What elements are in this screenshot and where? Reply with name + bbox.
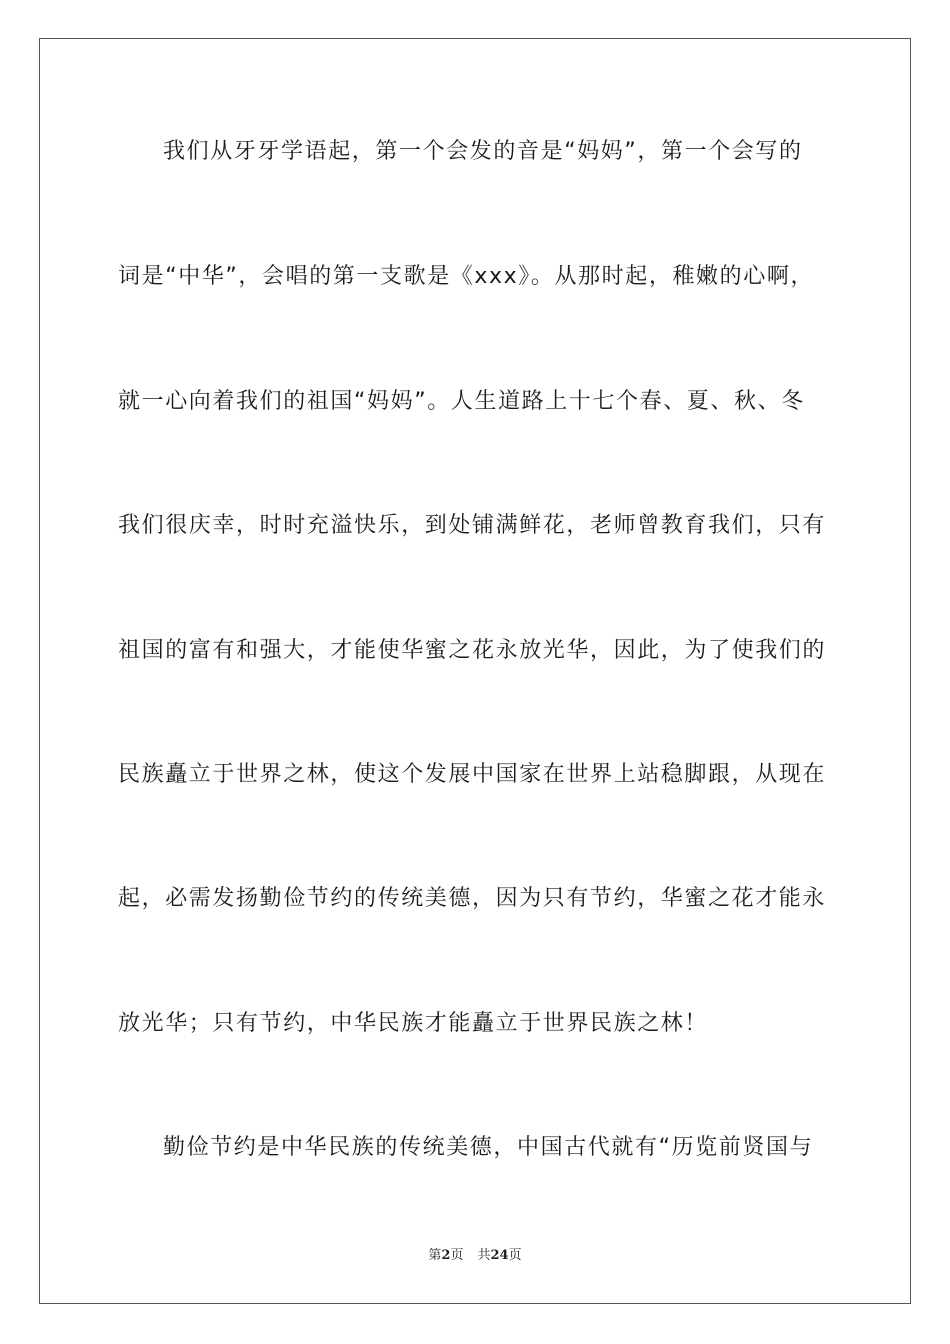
text-line-9: 勤俭节约是中华民族的传统美德，中国古代就有“历览前贤国与 — [163, 1135, 814, 1160]
text-line-4: 我们很庆幸，时时充溢快乐，到处铺满鲜花，老师曾教育我们，只有 — [118, 513, 827, 538]
page-number: 2 — [441, 1248, 451, 1263]
total-suffix: 页 — [508, 1248, 522, 1263]
text-line-1: 我们从牙牙学语起，第一个会发的音是“妈妈”，第一个会写的 — [163, 139, 803, 164]
page-prefix: 第 — [428, 1248, 442, 1263]
text-line-2: 词是“中华”，会唱的第一支歌是《xxx》。从那时起，稚嫩的心啊， — [118, 264, 815, 289]
text-line-7: 起，必需发扬勤俭节约的传统美德，因为只有节约，华蜜之花才能永 — [118, 886, 827, 911]
text-line-8: 放光华；只有节约，中华民族才能矗立于世界民族之林！ — [118, 1011, 709, 1036]
text-line-6: 民族矗立于世界之林，使这个发展中国家在世界上站稳脚跟，从现在 — [118, 762, 827, 787]
total-pages: 24 — [490, 1248, 509, 1263]
page-footer — [0, 1247, 950, 1265]
text-line-3: 就一心向着我们的祖国“妈妈”。人生道路上十七个春、夏、秋、冬 — [118, 389, 805, 414]
text-line-5: 祖国的富有和强大，才能使华蜜之花永放光华，因此，为了使我们的 — [118, 638, 827, 663]
total-prefix: 共 — [477, 1248, 491, 1263]
page-suffix: 页 — [450, 1248, 464, 1263]
page-border — [39, 38, 911, 1304]
